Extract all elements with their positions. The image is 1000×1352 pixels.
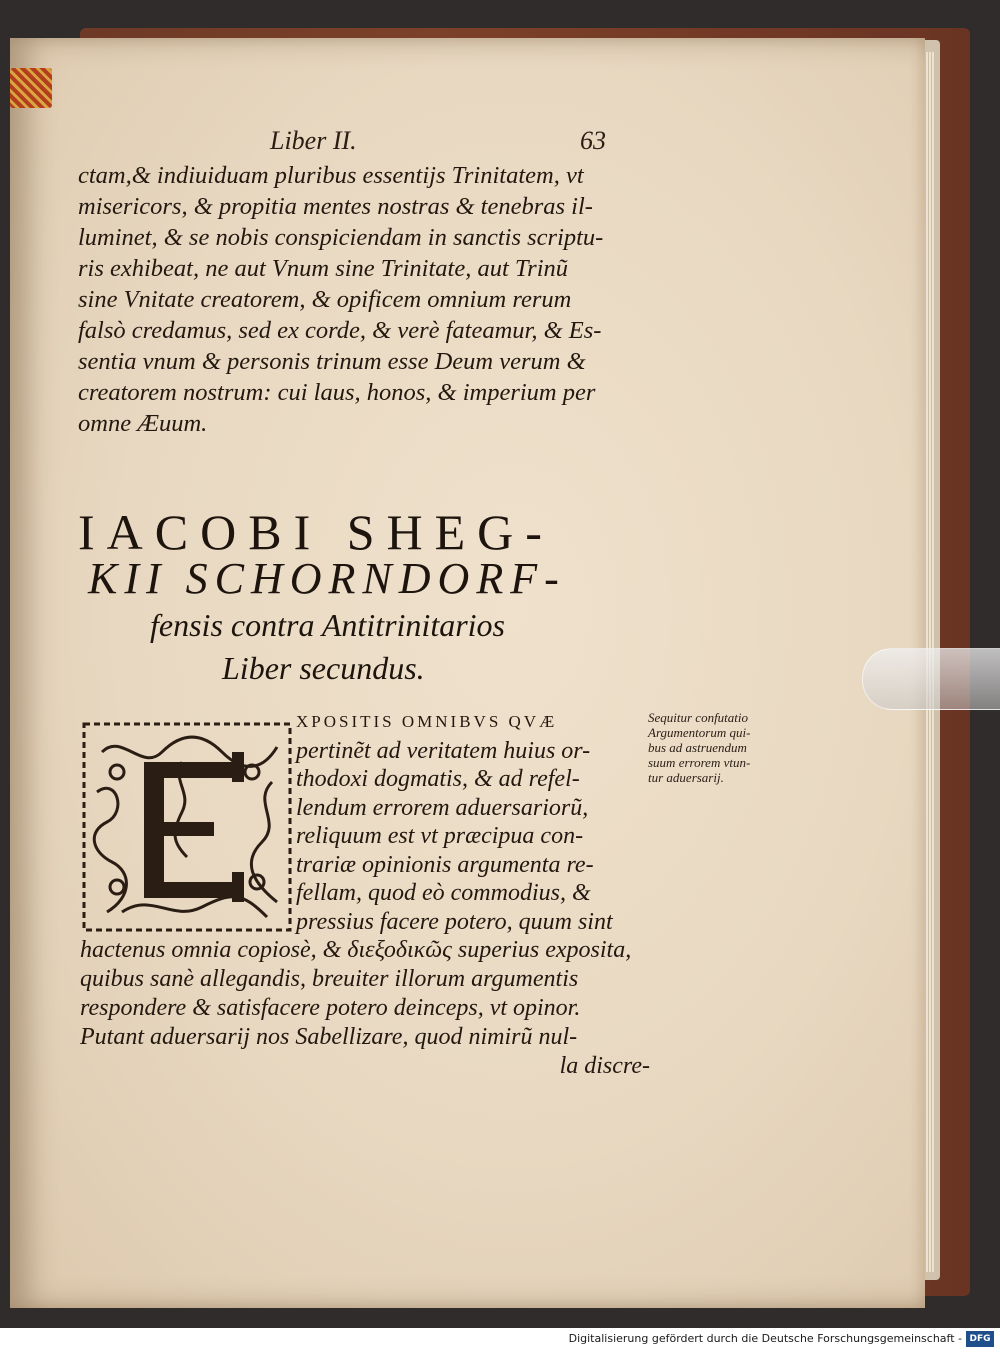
running-title: Liber II. — [270, 126, 357, 155]
marginal-line: Argumentorum qui- — [648, 725, 751, 740]
chapter-heading-line-1: IACOBI SHEG- — [78, 504, 554, 560]
catchword: la discre- — [559, 1053, 650, 1079]
text-line: falsò credamus, sed ex corde, & verè fateamur, & Es- — [78, 317, 602, 344]
text-line: omne Æuum. — [78, 410, 208, 437]
page-number: 63 — [580, 126, 606, 155]
preceding-paragraph — [78, 160, 643, 439]
text-line: lendum errorem aduersariorũ, — [296, 794, 589, 821]
text-line: fellam, quod eò commodius, & — [296, 880, 591, 906]
text-line: Putant aduersarij nos Sabellizare, quod nimirũ nul- — [80, 1024, 578, 1050]
text-line: hactenus omnia copiosè, & διεξοδικῶς superius exposita, — [80, 937, 632, 963]
text-line: pertinẽt ad veritatem huius or- — [296, 737, 591, 764]
chapter-heading-line-2: KII SCHORNDORF- — [88, 554, 566, 603]
text-line: sentia vnum & personis trinum esse Deum verum & — [78, 348, 586, 375]
decorated-initial — [82, 722, 292, 932]
page-clip — [862, 648, 1000, 710]
marginal-line: Sequitur confutatio — [648, 710, 749, 725]
text-line: thodoxi dogmatis, & ad refel- — [296, 766, 580, 792]
funding-credit: Digitalisierung gefördert durch die Deutsche Forschungsgemeinschaft - — [568, 1332, 962, 1345]
text-line: trariæ opinionis argumenta re- — [296, 851, 594, 878]
svg-text:E: E — [187, 847, 188, 848]
text-line: sine Vnitate creatorem, & opificem omnium rerum — [78, 286, 572, 313]
marginal-line: bus ad astruendum — [648, 740, 747, 755]
marginal-line: tur aduersarij. — [648, 770, 724, 785]
bookmark-ribbon — [10, 68, 52, 108]
running-head — [270, 126, 670, 156]
text-line: creatorem nostrum: cui laus, honos, & imperium per — [78, 379, 596, 406]
text-line: ctam,& indiuiduam pluribus essentijs Trinitatem, vt — [78, 162, 584, 189]
text-line: luminet, & se nobis conspiciendam in sanctis scriptu- — [78, 224, 604, 251]
credit-footer — [0, 1328, 1000, 1352]
marginal-note — [648, 710, 798, 785]
text-line: pressius facere potero, quum sint — [296, 908, 613, 935]
opening-paragraph — [296, 708, 646, 936]
ornament-icon — [82, 722, 292, 932]
paragraph-continuation — [80, 936, 650, 1081]
dfg-logo: DFG — [966, 1331, 994, 1347]
text-line: respondere & satisfacere potero deinceps, vt opinor. — [80, 995, 581, 1021]
text-line: misericors, & propitia mentes nostras & tenebras il- — [78, 193, 593, 220]
text-line: quibus sanè allegandis, breuiter illorum argumentis — [80, 966, 579, 992]
marginal-line: suum errorem vtun- — [648, 755, 751, 770]
text-line: XPOSITIS OMNIBVS QVÆ — [296, 712, 558, 731]
chapter-heading-line-3: fensis contra Antitrinitarios — [150, 607, 505, 643]
text-line: ris exhibeat, ne aut Vnum sine Trinitate, aut Trinũ — [78, 255, 568, 282]
text-line: reliquum est vt præcipua con- — [296, 823, 584, 849]
chapter-heading-line-4: Liber secundus. — [222, 650, 425, 686]
